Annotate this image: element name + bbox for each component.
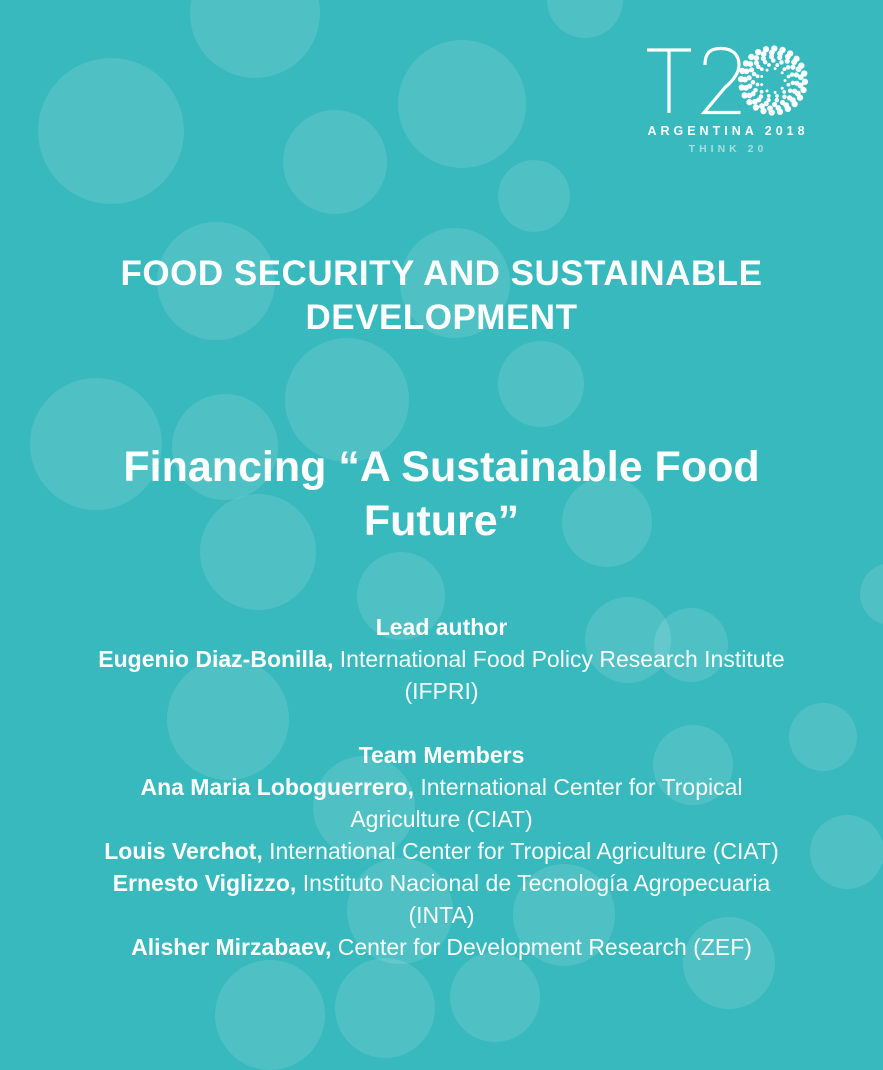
author-affiliation: International Center for Tropical Agriculture (CIAT) xyxy=(350,774,743,832)
author-name: Eugenio Diaz-Bonilla, xyxy=(98,646,334,672)
authors-section xyxy=(0,611,883,963)
author-entry xyxy=(87,771,797,835)
decor-circle xyxy=(190,0,320,78)
author-name: Ernesto Viglizzo, xyxy=(112,870,297,896)
category-heading: FOOD SECURITY AND SUSTAINABLE DEVELOPMENT xyxy=(120,254,763,337)
author-affiliation: Instituto Nacional de Tecnología Agropecuaria (INTA) xyxy=(302,870,771,928)
author-name: Louis Verchot, xyxy=(104,838,263,864)
decor-circle xyxy=(335,958,435,1058)
author-affiliation: International Food Policy Research Institute (IFPRI) xyxy=(339,646,785,704)
team-members-block xyxy=(87,739,797,963)
decor-circle xyxy=(215,960,325,1070)
decor-circle xyxy=(38,58,184,204)
author-entry xyxy=(87,867,797,931)
decor-circle xyxy=(398,40,526,168)
author-entry xyxy=(87,643,797,707)
author-entry xyxy=(87,931,797,963)
decor-circle xyxy=(498,341,584,427)
author-entry xyxy=(87,835,797,867)
t20-dot-circle-icon xyxy=(738,45,808,115)
lead-author-heading: Lead author xyxy=(375,614,508,640)
lead-author-block xyxy=(87,611,797,707)
author-name: Ana Maria Loboguerrero, xyxy=(140,774,414,800)
decor-circle xyxy=(450,952,540,1042)
team-members-heading: Team Members xyxy=(358,742,525,768)
logo-tagline: THINK 20 xyxy=(688,143,768,155)
decor-circle xyxy=(498,160,570,232)
author-affiliation: Center for Development Research (ZEF) xyxy=(337,934,752,960)
author-name: Alisher Mirzabaev, xyxy=(131,934,332,960)
t20-wordmark-icon xyxy=(645,44,811,116)
decor-circle xyxy=(283,110,387,214)
decor-circle xyxy=(547,0,623,38)
logo-country-year: ARGENTINA 2018 xyxy=(647,124,809,138)
author-affiliation: International Center for Tropical Agriculture (CIAT) xyxy=(269,838,779,864)
t20-logo xyxy=(643,44,813,155)
document-title: Financing “A Sustainable Food Future” xyxy=(123,443,760,545)
